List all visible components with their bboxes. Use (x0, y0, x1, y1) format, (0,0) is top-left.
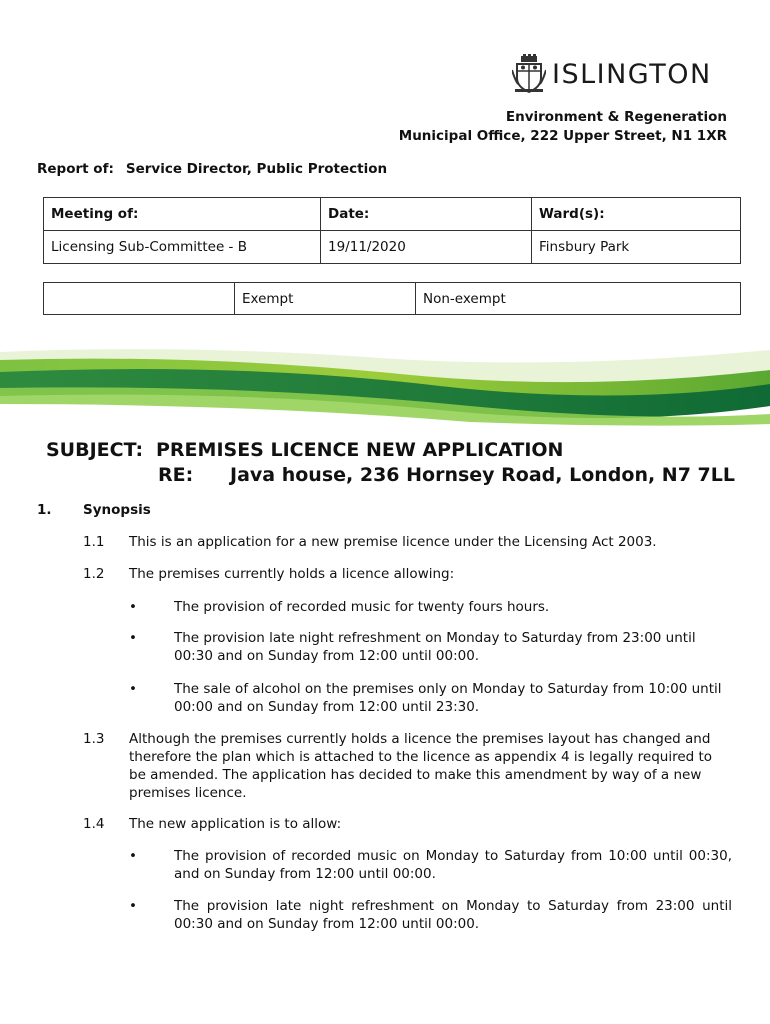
coat-of-arms-icon (512, 54, 546, 94)
item-text: The premises currently holds a licence allowing: (129, 566, 455, 582)
subject-block (46, 438, 735, 488)
exempt-blank-cell (44, 283, 235, 315)
wards-value: Finsbury Park (532, 231, 741, 264)
item-text: The new application is to allow: (129, 816, 342, 832)
meeting-of-value: Licensing Sub-Committee - B (44, 231, 321, 264)
subject-title: PREMISES LICENCE NEW APPLICATION (156, 439, 564, 461)
department-address: Municipal Office, 222 Upper Street, N1 1XR (398, 128, 727, 144)
bullet-marker: • (129, 848, 137, 864)
exempt-cell: Exempt (235, 283, 416, 315)
list-item: The sale of alcohol on the premises only on Monday to Saturday from 10:00 until 00:00 and on Sunday from 12:00 until 23:30. (174, 681, 722, 715)
non-exempt-cell: Non-exempt (416, 283, 741, 315)
bullet-marker: • (129, 599, 137, 615)
department-name: Environment & Regeneration (505, 109, 727, 125)
table-row (44, 283, 741, 315)
report-of-label: Report of: (37, 161, 114, 177)
item-number: 1.2 (83, 566, 105, 582)
table-row (44, 231, 741, 264)
bullet-marker: • (129, 630, 137, 646)
list-item: The provision late night refreshment on Monday to Saturday from 23:00 until 00:30 and on Sunday from 12:00 until 00:00. (174, 898, 732, 932)
report-of-line (37, 161, 387, 177)
logo-text: ISLINGTON (552, 58, 712, 90)
bullet-marker: • (129, 898, 137, 914)
report-of-value: Service Director, Public Protection (125, 161, 388, 177)
re-label: RE: (158, 464, 194, 486)
exempt-table (43, 282, 741, 315)
wards-header: Ward(s): (532, 198, 741, 231)
list-item: The provision late night refreshment on Monday to Saturday from 23:00 until 00:30 and on Sunday from 12:00 until 00:00. (174, 630, 696, 664)
date-header: Date: (321, 198, 532, 231)
section-heading: Synopsis (83, 502, 151, 518)
meeting-of-header: Meeting of: (44, 198, 321, 231)
green-swoosh-banner (0, 344, 770, 428)
subject-label: SUBJECT: (46, 439, 144, 461)
item-number: 1.4 (83, 816, 105, 832)
islington-logo (512, 52, 712, 96)
item-text: This is an application for a new premise licence under the Licensing Act 2003. (129, 534, 657, 550)
item-text: Although the premises currently holds a licence the premises layout has changed and therefore the plan which is attached to the licence as appendix 4 is legally required to be amended. The application has decided to make this amendment by way of a new premises licence. (129, 731, 713, 801)
section-number: 1. (37, 502, 52, 518)
list-item: The provision of recorded music on Monday to Saturday from 10:00 until 00:30, and on Sunday from 12:00 until 00:00. (174, 848, 732, 882)
re-value: Java house, 236 Hornsey Road, London, N7 7LL (230, 464, 735, 486)
item-number: 1.3 (83, 731, 105, 747)
date-value: 19/11/2020 (321, 231, 532, 264)
list-item: The provision of recorded music for twenty fours hours. (174, 599, 550, 615)
meeting-table (43, 197, 741, 264)
table-header-row (44, 198, 741, 231)
item-number: 1.1 (83, 534, 105, 550)
bullet-marker: • (129, 681, 137, 697)
